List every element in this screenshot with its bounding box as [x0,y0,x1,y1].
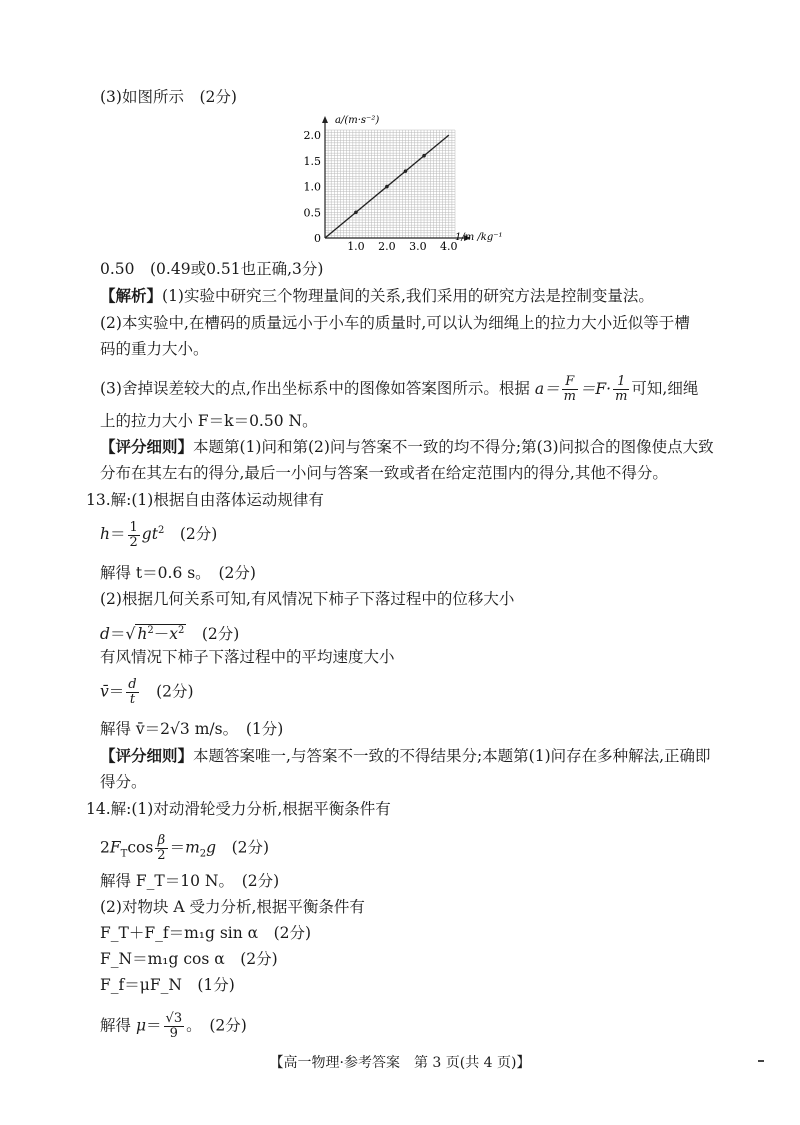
grading-13b: 得分。 [100,773,147,791]
y-axis-label: a/(m·s⁻²) [335,115,380,126]
analysis-tag: 【解析】 [100,286,163,305]
q13-solve-t: 解得 t＝0.6 s。 (2分) [100,564,256,582]
analysis-1-text: (1)实验中研究三个物理量间的关系,我们采用的研究方法是控制变量法。 [162,287,654,305]
q14-solve-mu: 解得 μ＝ $\frac{√3}{9}$ 。 (2分) [100,1011,247,1041]
q13-number: 13. [86,491,111,509]
answer-value: 0.50 (0.49或0.51也正确,3分) [100,260,324,278]
q13-equation-d: d＝√ $h^2-x^2$ (2分) [100,625,240,644]
grading-12-line-1 [100,436,714,458]
data-point [404,169,408,173]
data-point [385,185,389,189]
q14-intro: 解:(1)对动滑轮受力分析,根据平衡条件有 [110,800,391,818]
q14-part2: (2)对物块 A 受力分析,根据平衡条件有 [100,898,365,916]
q14-solve-ft: 解得 F_T＝10 N。 (2分) [100,872,280,890]
grading-tag-13: 【评分细则】 [100,746,194,765]
y-tick-label: 1.5 [303,154,321,168]
a-vs-inverse-m-chart [295,112,505,252]
grading-13a: 本题答案唯一,与答案不一致的不得结果分;本题第(1)问存在多种解法,正确即 [193,747,711,765]
x-tick-label: 1.0 [347,240,365,252]
q14-score-mu: (2分) [209,1016,247,1035]
y-tick-label: 0 [314,232,321,245]
grading-tag: 【评分细则】 [100,437,194,456]
y-tick-label: 1.0 [303,180,321,194]
q14-score-a: (2分) [231,838,270,857]
q13-equation-h: h＝ $\frac{1}{2}$ $gt^2$ (2分) [100,519,218,550]
analysis-2a: (2)本实验中,在槽码的质量远小于小车的质量时,可以认为细绳上的拉力大小近似等于槽 [100,314,690,332]
analysis-line-1 [100,285,654,307]
q14-equation-ft: $2F_T\cos$ $\frac{\beta}{2}$ $=m_2g$ (2分) [100,833,270,863]
analysis-3a: (3)舍掉误差较大的点,作出坐标系中的图像如答案图所示。根据 [100,379,530,398]
page-mark [758,1060,764,1062]
q14-eq-b: F_N＝m₁g cos α (2分) [100,950,278,968]
data-point [354,210,358,214]
q14-eq-c: F_f＝μF_N (1分) [100,976,235,994]
analysis-3b: 可知,细绳 [631,379,699,398]
x-tick-label: 4.0 [440,240,458,252]
q13-intro-line [86,489,324,511]
q13-equation-v: v̄＝ $\frac{d}{t}$ (2分) [100,677,194,707]
analysis-3c: 上的拉力大小 F＝k＝0.50 N。 [100,412,318,430]
grading-12b: 分布在其左右的得分,最后一小问与答案一致或者在给定范围内的得分,其他不得分。 [100,464,668,482]
q13-avg: 有风情况下柿子下落过程中的平均速度大小 [100,648,395,666]
analysis-2b: 码的重力大小。 [100,340,209,358]
q13-score-c: (2分) [156,682,194,701]
q13-intro: 解:(1)根据自由落体运动规律有 [110,491,324,509]
grading-13-line-1 [100,745,711,767]
page-footer: 【高一物理·参考答案 第 3 页(共 4 页)】 [269,1055,531,1071]
q13-score-a: (2分) [179,525,218,544]
q14-eq-a: F_T＋F_f＝m₁g sin α (2分) [100,924,312,942]
q14-number: 14. [86,800,111,818]
formula-a-eq: a＝ $\frac{F}{m}$ ＝F· $\frac{1}{m}$ [534,374,628,404]
grading-12a: 本题第(1)问和第(2)问与答案不一致的均不得分;第(3)问拟合的图像使点大致 [193,438,714,456]
x-tick-label: 3.0 [409,240,427,252]
q13-part2: (2)根据几何关系可知,有风情况下柿子下落过程中的位移大小 [100,590,515,608]
analysis-3a-line [100,375,698,404]
y-tick-label: 0.5 [303,206,321,220]
q14-intro-line [86,798,391,820]
x-axis-label: 1/m /kg⁻¹ [455,232,503,243]
section3-heading: (3)如图所示 (2分) [100,88,237,106]
q13-solve-v: 解得 v̄＝2√3 m/s。 (1分) [100,720,284,738]
q13-score-b: (2分) [201,625,240,644]
y-tick-label: 2.0 [303,129,321,143]
x-tick-label: 2.0 [378,240,396,252]
y-axis-arrow [322,116,328,123]
data-point [422,154,426,158]
